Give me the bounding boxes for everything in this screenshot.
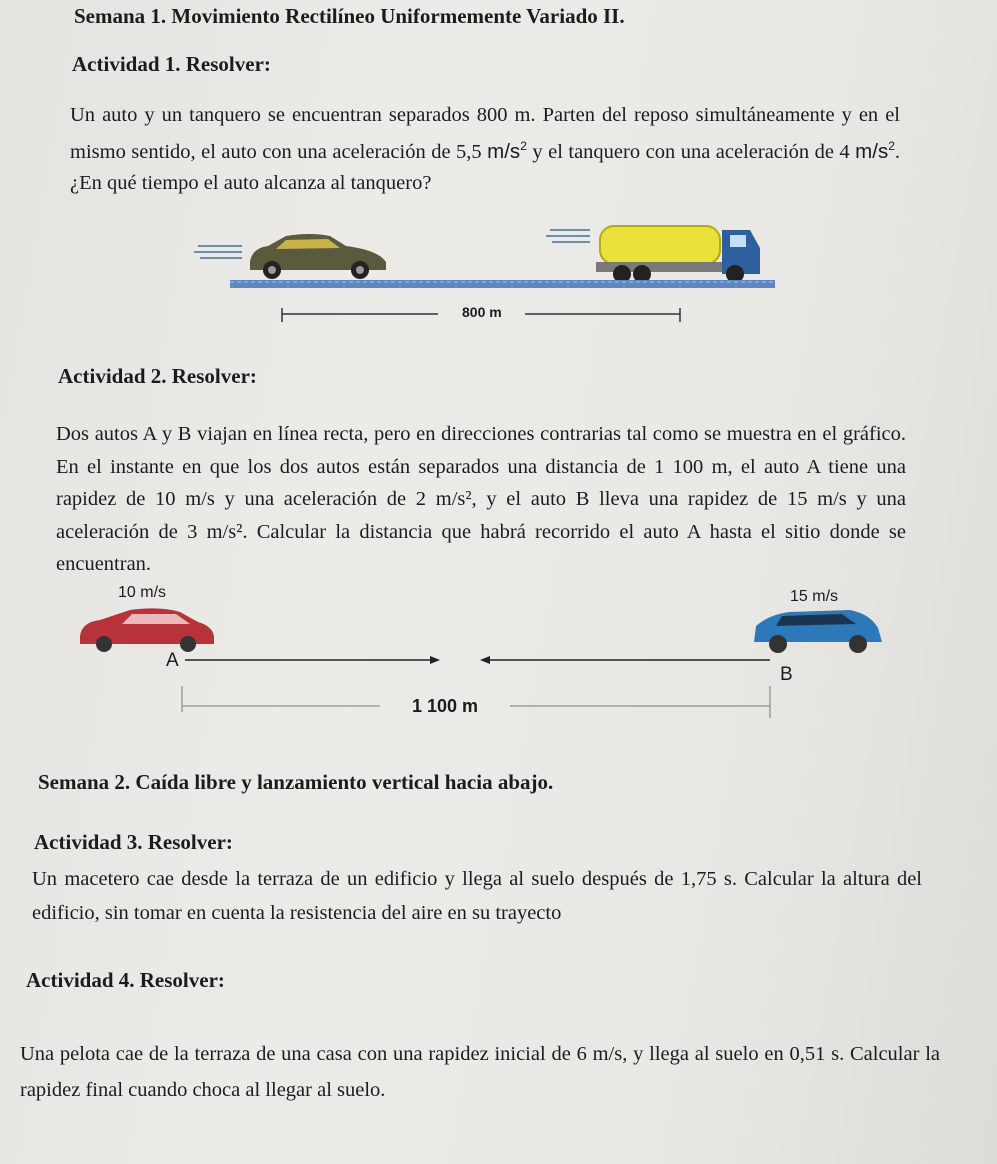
activity1-figure — [190, 218, 790, 330]
activity4-text: Una pelota cae de la terraza de una casa con una rapidez inicial de 6 m/s, y llega al suelo en 0,51 s. Calcular la rapidez final cuando choca al llegar al suelo. — [20, 1043, 940, 1101]
distance-label-1100: 1 100 m — [412, 696, 479, 716]
tanker-icon — [596, 226, 760, 283]
week2-title: Semana 2. Caída libre y lanzamiento vertical hacia abajo. — [38, 770, 554, 794]
activity3-text: Un macetero cae desde la terraza de un edificio y llega al suelo después de 1,75 s. Calcular la altura del edificio, sin tomar en cuenta la resistencia del aire en su trayecto — [32, 868, 922, 924]
week1-title: Semana 1. Movimiento Rectilíneo Uniformemente Variado II. — [74, 4, 625, 28]
distance-label-800: 800 m — [462, 304, 502, 320]
activity4-title: Actividad 4. Resolver: — [26, 968, 225, 992]
speed-b-label: 15 m/s — [790, 588, 839, 605]
car-a-icon — [80, 608, 214, 652]
activity2-figure — [70, 578, 900, 728]
speed-a-label: 10 m/s — [118, 584, 167, 601]
activity3-title: Actividad 3. Resolver: — [34, 830, 233, 854]
car-b-icon — [754, 610, 882, 653]
activity2-text: Dos autos A y B viajan en línea recta, pero en direcciones contrarias tal como se muestra en el gráfico. En el instante en que los dos autos están separados una distancia de 1 100 m, el auto A tiene una rapidez de 10 m/s y una aceleración de 2 m/s², y el auto B lleva una rapidez de 15 m/s y una aceleración de 3 m/s². Calcular la distancia que habrá recorrido el auto A hasta el sitio donde se encuentran. — [56, 423, 906, 575]
cars-illustration — [70, 578, 900, 728]
car-a-label: A — [166, 650, 179, 671]
car-b-label: B — [780, 664, 793, 685]
car-icon — [250, 234, 386, 279]
activity1-title: Actividad 1. Resolver: — [72, 52, 271, 76]
activity1-text: Un auto y un tanquero se encuentran separados 800 m. Parten del reposo simultáneamente y en el mismo sentido, el auto con una aceleración de 5,5 $m/s^2$ y el tanquero con una aceleración de 4 $m/s^2$. ¿En qué tiempo el auto alcanza al tanquero? — [70, 104, 901, 194]
activity2-title: Actividad 2. Resolver: — [58, 364, 257, 388]
